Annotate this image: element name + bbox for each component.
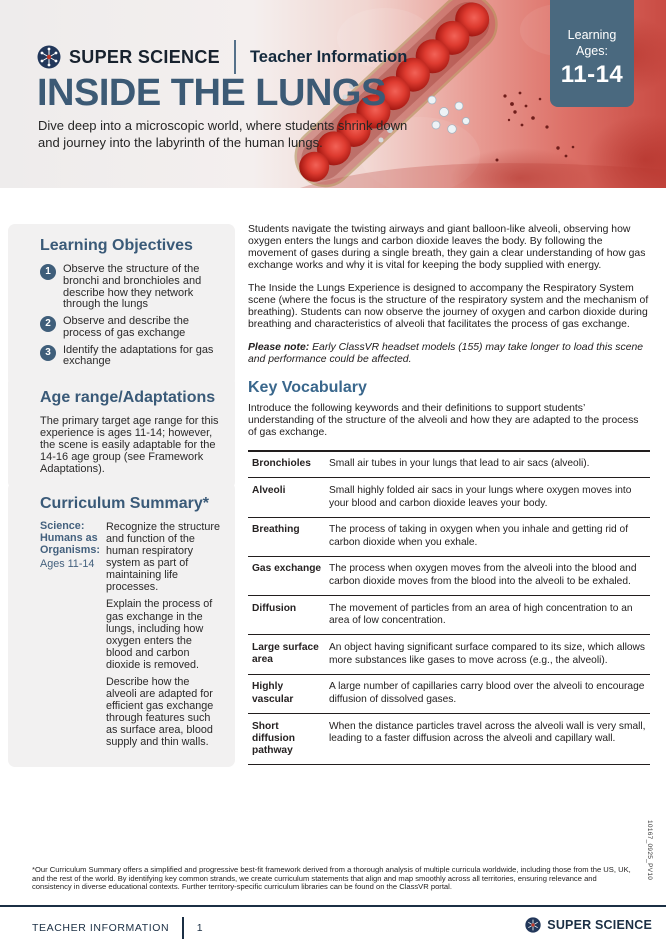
objective-text: Observe and describe the process of gas exchange [63, 315, 189, 339]
curriculum-heading: Curriculum Summary* [40, 495, 209, 512]
brand-divider [234, 40, 236, 74]
footer [0, 907, 666, 945]
curriculum-summary-box [8, 482, 235, 767]
please-note-label: Please note: [248, 341, 310, 353]
curriculum-strand-name: Science: Humans as Organisms: [40, 520, 100, 556]
vocab-row [248, 478, 650, 517]
learning-ages-label-2: Ages: [576, 43, 608, 58]
footer-doc-type: TEACHER INFORMATION [32, 922, 170, 934]
curriculum-statement: Recognize the structure and function of the human respiratory system as part of maintaining life processes. [106, 521, 221, 594]
vocab-term: Highly vascular [252, 681, 294, 705]
learning-objectives-box [8, 224, 235, 386]
objective-number-badge: 3 [40, 345, 56, 361]
vocab-definition: Small highly folded air sacs in your lungs where oxygen moves into your blood and carbon dioxide leaves your body. [329, 484, 632, 509]
intro-paragraph-1: Students navigate the twisting airways and giant balloon-like alveoli, observing how oxygen enters the lungs and carbon dioxide leaves the body. By following the movement of gases during a single breath, they gain a clear understanding of how gas exchange works and why it is vital for keeping the body supplied with energy. [248, 224, 646, 271]
curriculum-statement: Explain the process of gas exchange in the lungs, including how oxygen enters the blood and carbon dioxide is removed. [106, 598, 213, 671]
vocab-term: Breathing [252, 524, 300, 536]
age-range-body: The primary target age range for this experience is ages 11-14; however, the scene is easily adaptable for the 14-16 age group (see Framework Adaptations). [40, 415, 219, 475]
document-code: 10167_0925_PV10 [646, 820, 653, 881]
objective-item [40, 263, 221, 311]
objective-item [40, 315, 221, 340]
vocab-definition: The movement of particles from an area of high concentration to an area of low concentration. [329, 602, 633, 627]
objective-item [40, 344, 221, 369]
footer-left [32, 917, 203, 939]
learning-objectives-heading: Learning Objectives [40, 237, 193, 254]
objective-text: Identify the adaptations for gas exchange [63, 343, 214, 368]
footer-separator [182, 917, 184, 939]
vocab-definition: When the distance particles travel across the alveoli wall is very small, leading to a faster diffusion across the alveoli and capillary wall. [329, 720, 646, 745]
vocab-row [248, 557, 650, 596]
brand-name: SUPER SCIENCE [69, 46, 220, 67]
vocabulary-table [248, 450, 650, 765]
vocab-term: Diffusion [252, 602, 297, 614]
doc-type-label: Teacher Information [249, 47, 408, 66]
main-content [248, 224, 650, 765]
objective-number-badge: 1 [40, 264, 56, 280]
vocab-definition: Small air tubes in your lungs that lead to air sacs (alveoli). [329, 458, 590, 470]
vocab-definition: An object having significant surface compared to its size, which allows more substances like gases to move across (e.g., the alveoli). [329, 641, 645, 666]
vocab-row [248, 635, 650, 674]
vocab-definition: The process when oxygen moves from the alveoli into the blood and carbon dioxide moves from the blood into the alveoli to be exhaled. [329, 563, 637, 588]
vocab-row [248, 518, 650, 557]
vocab-term: Gas exchange [252, 563, 322, 575]
curriculum-statements [102, 521, 221, 753]
header [0, 0, 666, 188]
please-note-text: Early ClassVR headset models (155) may take longer to load this scene and performance could be affected. [248, 341, 644, 365]
page-number: 1 [196, 922, 203, 934]
footer-brand-name: SUPER SCIENCE [547, 918, 652, 932]
key-vocabulary-intro: Introduce the following keywords and their definitions to support students’ understanding of the structure of the alveoli and how they are adapted to the process of gas exchange. [248, 402, 639, 438]
vocab-definition: A large number of capillaries carry blood over the alveoli to encourage diffusion of dissolved gases. [329, 681, 645, 705]
curriculum-footnote: *Our Curriculum Summary offers a simplified and progressive best-fit framework derived from a thorough analysis of multiple curricula worldwide, including those from the US, UK, and the rest of the world. By identifying key common strands, we create curriculum statements that align and map smoothly across all territories, ensuring relevance and consistency in diverse educational contexts. Further territory-specific curriculum libraries can be found on the ClassVR portal. [32, 865, 631, 892]
objective-number-badge: 2 [40, 316, 56, 332]
page-subtitle: Dive deep into a microscopic world, where students shrink down and journey into the labyrinth of the human lungs. [38, 118, 408, 150]
age-range-heading: Age range/Adaptations [40, 389, 216, 406]
page-title: INSIDE THE LUNGS [37, 72, 386, 114]
vocab-term: Large surface area [252, 641, 319, 666]
vocab-row [248, 452, 650, 479]
vocab-term: Bronchioles [252, 458, 311, 470]
curriculum-strand-label [40, 521, 102, 753]
vocab-term: Alveoli [252, 484, 286, 496]
curriculum-statement: Describe how the alveoli are adapted for efficient gas exchange through features such as surface area, blood supply and thin walls. [106, 675, 214, 749]
vocab-row [248, 675, 650, 714]
learning-ages-label-1: Learning [567, 28, 617, 42]
learning-ages-badge [550, 0, 634, 107]
objective-text: Observe the structure of the bronchi and bronchioles and describe how they network through the lungs [63, 263, 202, 311]
please-note [248, 342, 650, 366]
super-science-logo-icon [525, 917, 541, 933]
curriculum-strand-ages: Ages 11-14 [40, 557, 95, 570]
learning-ages-value: 11-14 [560, 61, 624, 89]
brand-row [37, 40, 407, 74]
vocab-term: Short diffusion pathway [252, 720, 296, 757]
super-science-logo-icon [37, 45, 61, 69]
age-range-box [8, 376, 235, 489]
key-vocabulary-heading: Key Vocabulary [248, 378, 367, 396]
footer-brand [525, 917, 652, 933]
vocab-row [248, 596, 650, 635]
intro-paragraph-2: The Inside the Lungs Experience is designed to accompany the Respiratory System scene (where the focus is the structure of the respiratory system and the mechanism of breathing). Students can now observe the journey of oxygen and carbon dioxide during breathing and characteristics of alveoli that facilitates the process of gas exchange. [248, 282, 649, 330]
vocab-row [248, 714, 650, 765]
vocab-definition: The process of taking in oxygen when you inhale and getting rid of carbon dioxide when you exhale. [329, 524, 629, 548]
